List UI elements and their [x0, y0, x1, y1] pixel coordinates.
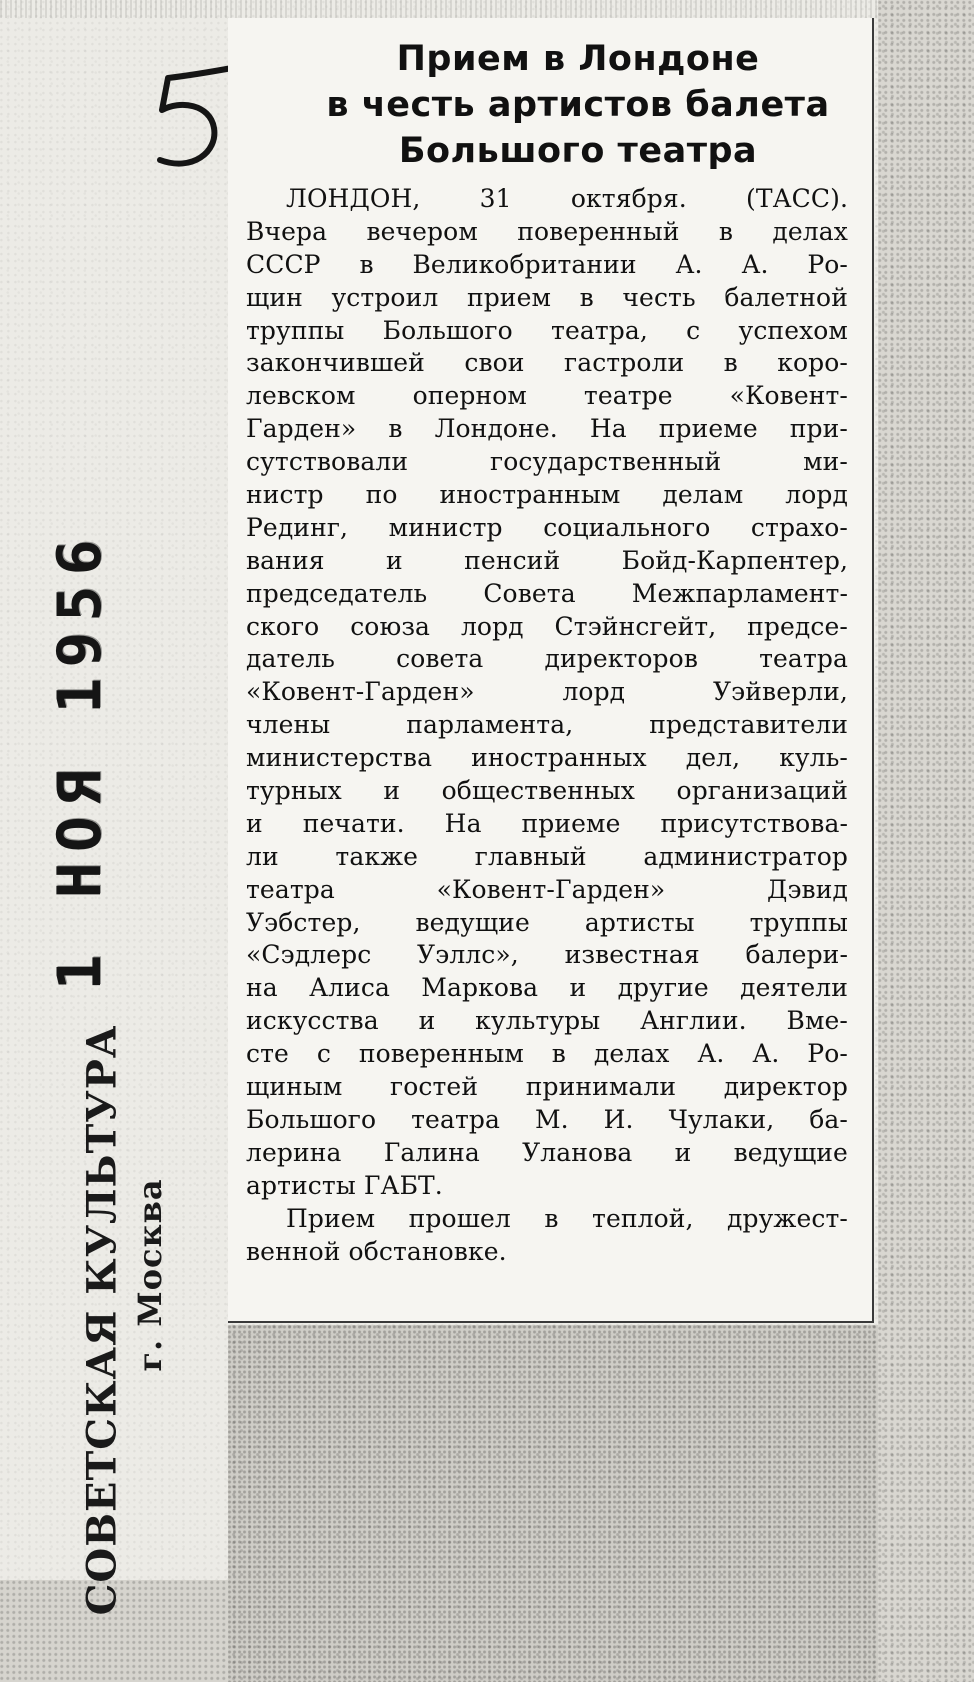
article-line	[246, 183, 848, 216]
article-word: и	[569, 973, 587, 1003]
article-body	[246, 183, 848, 1268]
article-word: турных	[246, 776, 342, 806]
article-word: На	[444, 808, 482, 838]
article-word: Ро-	[807, 1039, 848, 1069]
article-word: коро-	[777, 348, 848, 378]
article-line	[246, 347, 848, 380]
article-word: Уланова	[522, 1137, 633, 1167]
article-word: дружест-	[727, 1203, 848, 1233]
article-word: свои	[464, 348, 525, 378]
article-word: И.	[603, 1104, 634, 1134]
headline-line-1: Прием в Лондоне	[396, 39, 760, 79]
article-word: Бойд-Карпентер,	[621, 545, 848, 575]
article-word: прошел	[408, 1203, 511, 1233]
article-line	[246, 775, 848, 808]
article-word: успехом	[738, 315, 848, 345]
article-word: А.	[697, 1039, 725, 1069]
article-word: ведущие	[415, 907, 530, 937]
article-word: организаций	[676, 776, 848, 806]
article-word: балетной	[724, 282, 848, 312]
article-word: М.	[534, 1104, 569, 1134]
article-word: театра,	[551, 315, 648, 345]
article-word: Маркова	[421, 973, 539, 1003]
article-word: Ро-	[807, 249, 848, 279]
article-word: и	[385, 545, 403, 575]
headline-line-3: Большого театра	[398, 131, 758, 171]
article-word: и	[383, 776, 401, 806]
article-word: «Ковент-Гарден»	[436, 874, 666, 904]
article-word: делах	[772, 216, 848, 246]
article-word: предсе-	[747, 611, 848, 641]
article-word: члены	[246, 710, 331, 740]
article-word: поверенным	[358, 1039, 524, 1069]
article-word: щиным	[246, 1072, 343, 1102]
article-word: союза	[350, 611, 431, 641]
date-stamp	[10, 530, 150, 990]
article-line	[246, 1137, 848, 1170]
article-word: социального	[543, 512, 711, 542]
scan-right-margin	[878, 0, 974, 1682]
article-line	[246, 1005, 848, 1038]
article-word: левском	[246, 381, 356, 411]
article-line	[246, 315, 848, 348]
article-word: с	[686, 315, 701, 345]
article-word: государственный	[490, 447, 722, 477]
article-line	[246, 446, 848, 479]
article-word: Уэйверли,	[712, 677, 848, 707]
article-word: датель	[246, 644, 336, 674]
article-word: Рединг,	[246, 512, 349, 542]
article-word: труппы	[246, 315, 345, 345]
article-word: главный	[474, 841, 587, 871]
article-line	[246, 1071, 848, 1104]
article-word: и	[674, 1137, 692, 1167]
article-word: пенсий	[464, 545, 561, 575]
article-line	[246, 1038, 848, 1071]
article-word: Большого	[246, 1104, 377, 1134]
article-word: в	[718, 216, 734, 246]
article-word: А.	[675, 249, 703, 279]
article-word: Алиса	[309, 973, 390, 1003]
article-line	[246, 282, 848, 315]
scan-bottom-area	[228, 1325, 878, 1682]
article-word: в	[551, 1039, 566, 1069]
article-word: известная	[564, 940, 700, 970]
article-line	[246, 676, 848, 709]
article-word: Чулаки,	[668, 1104, 775, 1134]
article-word: по	[365, 480, 398, 510]
article-word: театра	[246, 874, 335, 904]
article-word: Гарден»	[246, 414, 357, 444]
article-line	[246, 413, 848, 446]
article-word: лорд	[460, 611, 524, 641]
article-word: Галина	[383, 1137, 480, 1167]
article-line	[246, 380, 848, 413]
article-word: искусства	[246, 1006, 379, 1036]
article-headline	[308, 36, 848, 174]
article-word: 31	[479, 184, 512, 213]
article-word: Межпарламент-	[631, 578, 848, 608]
article-word: лорд	[562, 677, 626, 707]
article-word: СССР	[246, 249, 321, 279]
article-word: Великобритании	[412, 249, 637, 279]
article-word: поверенный	[517, 216, 680, 246]
article-word: деятели	[740, 973, 848, 1003]
article-word: вания	[246, 545, 325, 575]
article-word: ми-	[803, 447, 848, 477]
article-word: А.	[741, 249, 769, 279]
article-line	[246, 578, 848, 611]
article-line	[246, 808, 848, 841]
article-word: министр	[388, 512, 503, 542]
article-word: артисты	[584, 907, 695, 937]
article-word: приеме	[658, 414, 758, 444]
article-word: театра	[411, 1104, 500, 1134]
article-line	[246, 512, 848, 545]
article-word: сте	[246, 1039, 289, 1069]
article-word: театре	[583, 381, 673, 411]
article-line	[246, 643, 848, 676]
article-line	[246, 972, 848, 1005]
article-word: «Ковент-	[729, 381, 848, 411]
article-word: нистр	[246, 480, 324, 510]
article-word: Англии.	[640, 1006, 747, 1036]
article-word: и	[418, 1006, 436, 1036]
article-word: присутствова-	[660, 808, 848, 838]
article-line	[246, 611, 848, 644]
article-word: На	[589, 414, 627, 444]
article-word: общественных	[441, 776, 636, 806]
article-word: балери-	[745, 940, 848, 970]
article-word: страхо-	[750, 512, 848, 542]
article-line	[246, 907, 848, 940]
article-word: театра	[759, 644, 848, 674]
article-word: ба-	[809, 1104, 848, 1134]
article-word: в	[723, 348, 738, 378]
article-word: гостей	[390, 1072, 479, 1102]
article-word: устроил	[331, 282, 439, 312]
scan-top-edge	[0, 0, 974, 18]
article-word: (ТАСС).	[745, 184, 848, 213]
article-word: Стэйнсгейт,	[554, 611, 717, 641]
article-word: Совета	[483, 578, 576, 608]
article-line	[246, 1203, 848, 1236]
article-word: при-	[789, 414, 848, 444]
article-word: делам	[662, 480, 744, 510]
article-word: на	[246, 973, 278, 1003]
article-word: труппы	[749, 907, 848, 937]
article-word: печати.	[302, 808, 405, 838]
article-word: в	[579, 282, 594, 312]
newspaper-clipping	[228, 18, 874, 1323]
article-line	[246, 874, 848, 907]
article-word: совета	[396, 644, 484, 674]
article-word: парламента,	[406, 710, 574, 740]
source-stamp	[0, 1024, 200, 1616]
article-word: делах	[593, 1039, 670, 1069]
article-word: ли	[246, 841, 279, 871]
article-word: другие	[617, 973, 709, 1003]
article-word: с	[316, 1039, 331, 1069]
article-word: Дэвид	[767, 874, 848, 904]
article-word: председатель	[246, 578, 428, 608]
article-word: прием	[466, 282, 552, 312]
article-word: представители	[649, 710, 848, 740]
article-word: оперном	[412, 381, 527, 411]
article-word: щин	[246, 282, 303, 312]
article-word: А.	[752, 1039, 780, 1069]
article-line: венной обстановке.	[246, 1236, 507, 1266]
article-word: теплой,	[592, 1203, 694, 1233]
source-newspaper-name: СОВЕТСКАЯ КУЛЬТУРА	[78, 1024, 126, 1616]
article-word: ского	[246, 611, 320, 641]
article-word: приеме	[521, 808, 621, 838]
article-word: ведущие	[733, 1137, 848, 1167]
article-word: Вме-	[786, 1006, 848, 1036]
article-word: принимали	[525, 1072, 677, 1102]
article-word: лорд	[785, 480, 848, 510]
article-word: Уэбстер,	[246, 907, 361, 937]
article-word: администратор	[643, 841, 848, 871]
article-word: закончившей	[246, 348, 425, 378]
article-word: ЛОНДОН,	[286, 184, 421, 213]
article-word: министерства	[246, 743, 433, 773]
article-word: «Ковент-Гарден»	[246, 677, 475, 707]
article-word: Большого	[382, 315, 513, 345]
article-line	[246, 742, 848, 775]
article-word: директор	[723, 1072, 848, 1102]
article-word: также	[335, 841, 419, 871]
article-line	[246, 709, 848, 742]
date-stamp-text: 1 НОЯ 1956	[45, 529, 115, 991]
article-word: в	[544, 1203, 559, 1233]
article-word: Прием	[286, 1203, 376, 1233]
article-line	[246, 479, 848, 512]
article-word: «Сэдлерс	[246, 940, 372, 970]
article-line	[246, 249, 848, 282]
article-word: в	[388, 414, 403, 444]
article-word: в	[359, 249, 374, 279]
article-word: Уэллс»,	[417, 940, 519, 970]
article-word: директоров	[544, 644, 698, 674]
article-line	[246, 216, 848, 249]
article-line	[246, 841, 848, 874]
article-word: куль-	[779, 743, 848, 773]
article-word: Вчера	[246, 216, 328, 246]
article-word: вечером	[366, 216, 478, 246]
article-word: сутствовали	[246, 447, 409, 477]
article-line	[246, 545, 848, 578]
article-word: культуры	[475, 1006, 601, 1036]
article-word: лерина	[246, 1137, 342, 1167]
article-word: иностранным	[439, 480, 621, 510]
article-line	[246, 939, 848, 972]
article-line	[246, 1104, 848, 1137]
article-word: дел,	[685, 743, 741, 773]
article-word: иностранных	[471, 743, 647, 773]
headline-line-2: в честь артистов балета	[326, 85, 830, 125]
article-line: артисты ГАБТ.	[246, 1170, 443, 1200]
source-city: г. Москва	[131, 1178, 169, 1372]
article-word: гастроли	[564, 348, 685, 378]
article-word: и	[246, 808, 263, 838]
article-word: честь	[622, 282, 696, 312]
article-word: октября.	[570, 184, 687, 213]
article-word: Лондоне.	[434, 414, 558, 444]
